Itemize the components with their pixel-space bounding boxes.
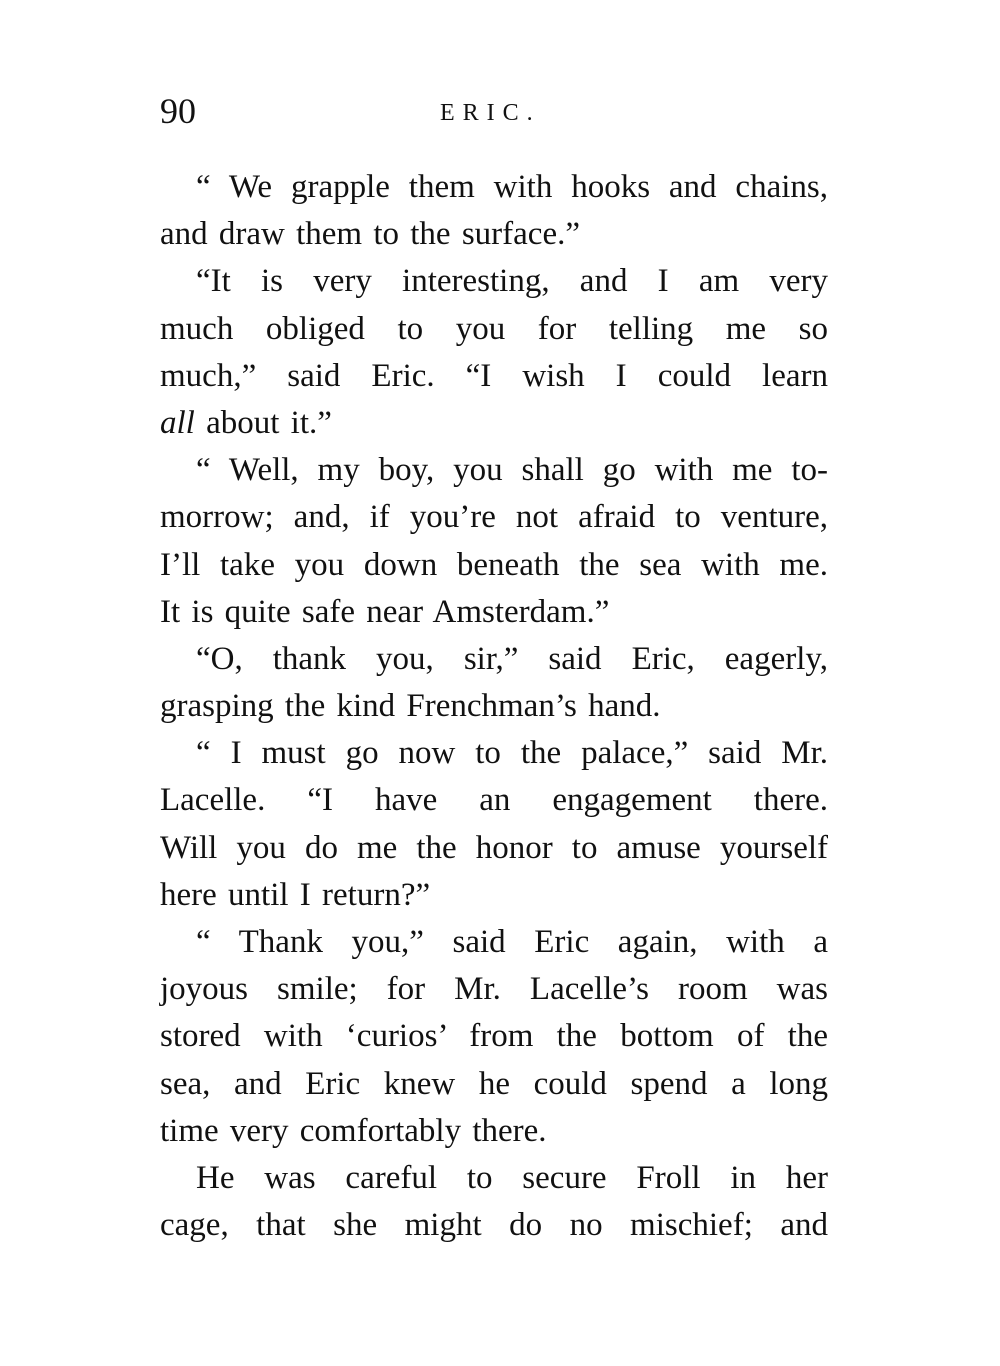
text-line: “It is very interesting, and I am very [196,263,828,300]
text-line: and draw them to the surface.” [160,216,580,253]
text-line: time very comfortably there. [160,1112,547,1149]
text-line: morrow; and, if you’re not afraid to venture, [160,499,828,536]
text-line: cage, that she might do no mischief; and [160,1207,828,1244]
text-line: here until I return?” [160,876,431,913]
page-header [160,86,828,136]
text-line: “ Well, my boy, you shall go with me to- [196,452,828,489]
running-title: ERIC. [440,100,541,126]
body-text [160,164,828,1249]
text-line: “ Thank you,” said Eric again, with a [196,924,828,960]
text-line: “ We grapple them with hooks and chains, [196,169,828,205]
text-line: Will you do me the honor to amuse yourself [160,829,828,866]
text-line: much obliged to you for telling me so [160,310,828,347]
text-line-rest: about it.” [206,404,332,441]
text-line: Lacelle. “I have an engagement there. [160,782,828,819]
text-line: I’ll take you down beneath the sea with me. [160,546,828,583]
text-line: grasping the kind Frenchman’s hand. [160,688,661,725]
text-line: “ I must go now to the palace,” said Mr. [196,735,828,772]
text-line: joyous smile; for Mr. Lacelle’s room was [160,971,828,1008]
text-line: “O, thank you, sir,” said Eric, eagerly, [196,640,828,677]
text-line: much,” said Eric. “I wish I could learn [160,357,828,394]
emphasized-word: all [160,404,195,441]
text-line: He was careful to secure Froll in her [196,1159,828,1196]
text-line: It is quite safe near Amsterdam.” [160,593,610,630]
text-line: stored with ‘curios’ from the bottom of the [160,1018,828,1055]
text-line-with-emphasis [160,400,828,447]
text-line: sea, and Eric knew he could spend a long [160,1065,828,1102]
page-number: 90 [160,91,196,131]
